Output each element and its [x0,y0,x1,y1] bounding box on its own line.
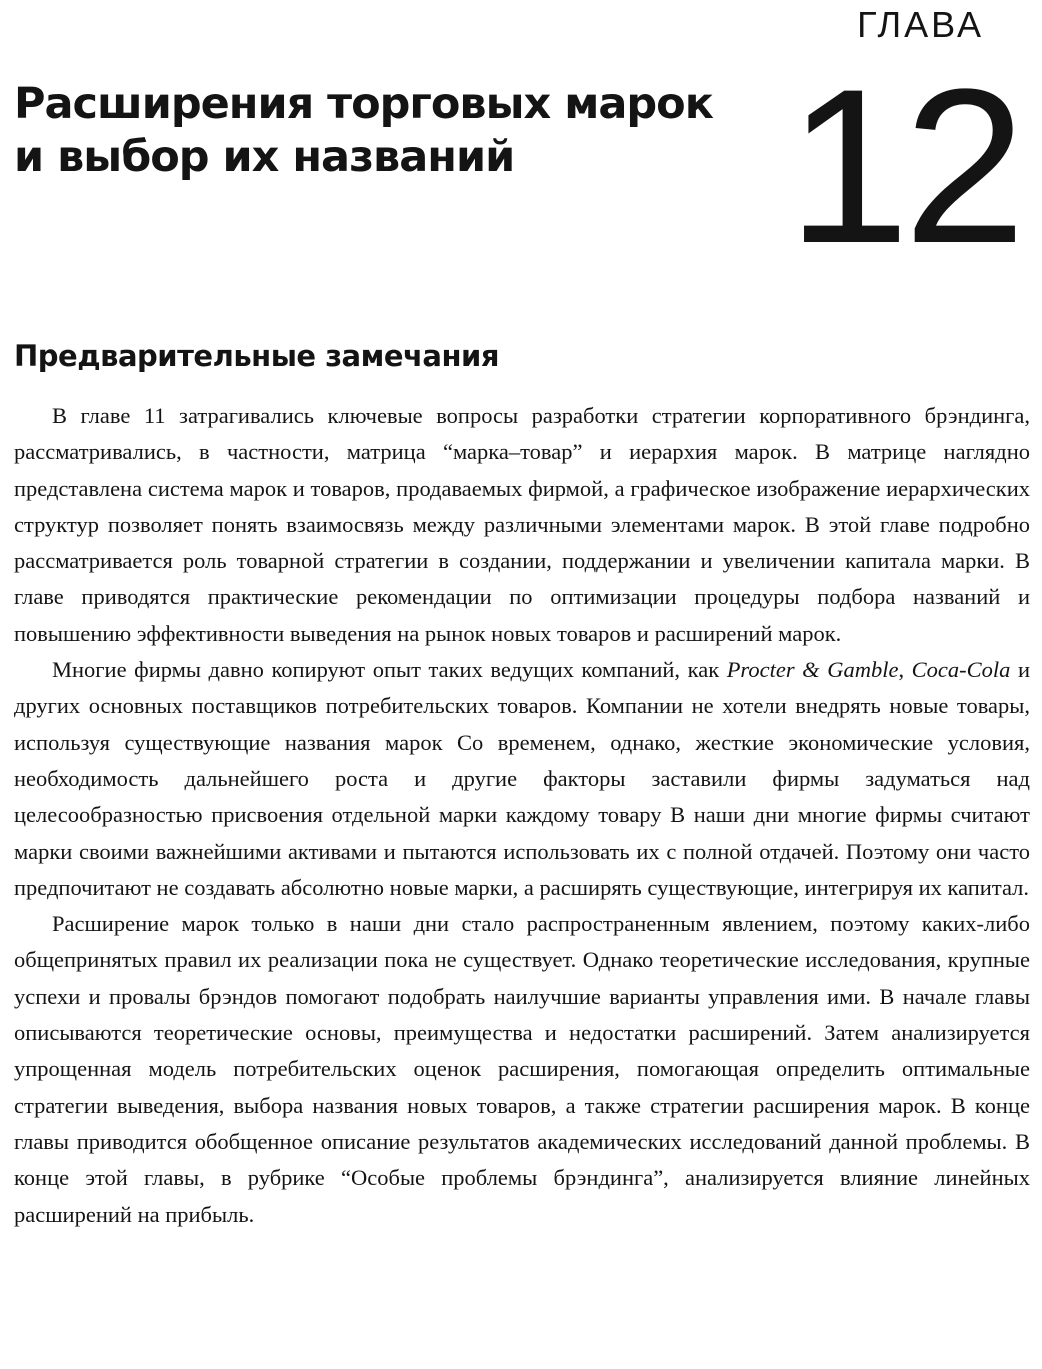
paragraph-2 [14,652,1030,906]
paragraph-3: Расширение марок только в наши дни стало распространенным явлением, поэтому каких-либо общепринятых правил их реализации пока не существует. Однако теоретические исследования, крупные успехи и провалы брэндов помогают подобрать наилучшие варианты управления ими. В начале главы описываются теоретические основы, преимущества и недостатки расширений. Затем анализируется упрощенная модель потребительских оценок расширения, помогающая определить оптимальные стратегии выведения, выбора названия новых товаров, а также стратегии расширения марок. В конце главы приводится обобщенное описание результатов академических исследований данной проблемы. В конце этой главы, в рубрике “Особые проблемы брэндинга”, анализируется влияние линейных расширений на прибыль. [14,911,1030,1227]
paragraph-2-separator: , [898,657,912,683]
chapter-number: 12 [787,43,1020,289]
paragraph-1: В главе 11 затрагивались ключевые вопросы разработки стратегии корпоративного брэндинга, рассматривались, в частности, матрица “марка–товар” и иерархия марок. В матрице наглядно представлена система марок и товаров, продаваемых фирмой, а графическое изображение иерархических структур позволяет понять взаимосвязь между различными элементами марок. В этой главе подробно рассматривается роль товарной стратегии в создании, поддержании и увеличении капитала марки. В главе приводятся практические рекомендации по оптимизации процедуры подбора названий и повышению эффективности выведения на рынок новых товаров и расширений марок. [14,403,1030,646]
paragraph-2-end: и других основных поставщиков потребительских товаров. Компании не хотели внедрять новые товары, используя существующие названия марок Со временем, однако, жесткие экономические условия, необходимость дальнейшего роста и другие факторы заставили фирмы задуматься над целесообразностью присвоения отдельной марки каждому товару В наши дни многие фирмы считают марки своими важнейшими активами и пытаются использовать их с полной отдачей. Поэтому они часто предпочитают не создавать абсолютно новые марки, а расширять существующие, интегрируя их капитал. [14,657,1030,900]
section-heading: Предварительные замечания [14,339,499,373]
chapter-title-line-2: и выбор их названий [14,132,515,182]
body-text [14,398,1030,1233]
company-name-coca-cola: Coca-Cola [911,657,1011,683]
chapter-label: ГЛАВА [857,4,984,45]
paragraph-2-start: Многие фирмы давно копируют опыт таких ведущих компаний, как [52,657,727,683]
company-name-procter-gamble: Procter & Gamble [726,657,899,683]
chapter-title [14,78,774,184]
chapter-title-line-1: Расширения торговых марок [14,79,713,129]
